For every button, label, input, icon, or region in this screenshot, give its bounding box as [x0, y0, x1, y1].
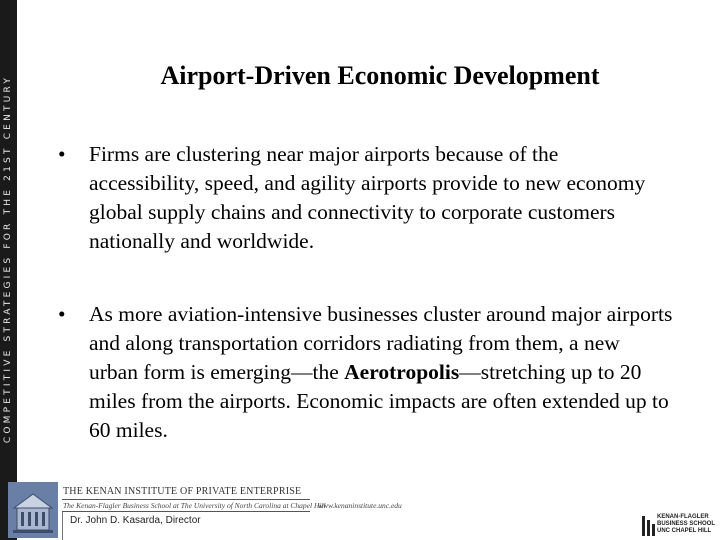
footer-divider-vertical [62, 512, 63, 540]
sidebar [0, 0, 17, 540]
footer-divider-top [62, 499, 310, 500]
slide-title: Airport-Driven Economic Development [160, 61, 600, 90]
building-logo-icon [8, 482, 58, 538]
bullet-marker: • [58, 142, 66, 166]
institute-name: THE KENAN INSTITUTE OF PRIVATE ENTERPRISE [63, 486, 302, 497]
bullet-list [58, 140, 673, 445]
bullet-text-end: —stretching up to 20 miles from the airports. Economic impacts are often extended up to 60 miles. [89, 360, 669, 442]
bullet-text: Firms are clustering near major airports because of the accessibility, speed, and agility airports provide to new economy global supply chains and connectivity to corporate customers nationally and worldwide. [89, 142, 646, 253]
director-name: Dr. John D. Kasarda, Director [70, 515, 201, 526]
aerotropolis-term: Aerotropolis [344, 360, 460, 384]
bullet-item [58, 140, 673, 256]
website-text: www.kenaninstitute.unc.edu [318, 501, 402, 510]
bullet-text-start: As more aviation-intensive businesses cluster around major airports and along transportation corridors radiating from them, a new urban form is emerging—the [89, 302, 673, 384]
footer-divider-bottom [62, 511, 310, 512]
sidebar-text: COMPETITIVE STRATEGIES FOR THE 21ST CENTURY [3, 74, 13, 444]
bullet-item [58, 300, 673, 445]
bullet-marker: • [58, 302, 66, 326]
affiliation-text: The Kenan-Flagler Business School at The University of North Carolina at Chapel Hill [63, 501, 326, 510]
kenan-flagler-logo-text: KENAN-FLAGLER BUSINESS SCHOOL UNC CHAPEL HILL [657, 514, 716, 534]
